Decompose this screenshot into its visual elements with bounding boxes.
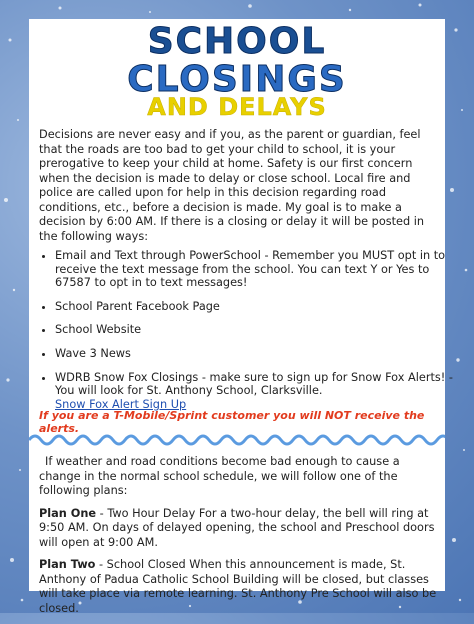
list-item: • Email and Text through PowerSchool - Remember you MUST opt in to receive the text message from the school. You can text Y or Yes to 67587 to opt in to text messages! [55, 249, 455, 290]
intro-paragraph: Decisions are never easy and if you, as the parent or guardian, feel that the roads are too bad to get your child to school, it is your prerogative to keep your child at home. Safety is our first concern when the decision is made to delay or close school. Local fire and police are called upon for help in this decision regarding road conditions, etc., before a decision is made. My goal is to make a decision by 6:00 AM. If there is a closing or delay it will be posted in the following ways: [39, 128, 425, 243]
list-item: • WDRB Snow Fox Closings - make sure to sign up for Snow Fox Alerts! -You will look for St. Anthony School, Clarksville. Snow Fox Alert Sign Up [55, 371, 455, 412]
page-subtitle: AND DELAYS [147, 93, 327, 121]
list-item: • School Website [55, 323, 455, 337]
plan-two-label: Plan Two [39, 558, 96, 571]
snow-fox-signup-link[interactable]: Snow Fox Alert Sign Up [55, 397, 187, 411]
notification-methods-list [35, 249, 455, 421]
wave-divider [29, 431, 445, 449]
plan-two-text: - School Closed When this announcement is made, St. Anthony of Padua Catholic School Building will be closed, but classes will take place via remote learning. St. Anthony Pre School will also be closed. [39, 558, 437, 615]
plan-one-label: Plan One [39, 506, 97, 520]
plans-section [39, 455, 437, 624]
plan-two [39, 558, 437, 616]
plan-one [39, 507, 437, 551]
page-title [29, 23, 445, 99]
list-item: • Wave 3 News [55, 347, 455, 361]
list-item: • School Parent Facebook Page [55, 300, 455, 314]
title-line-closings: CLOSINGS [127, 59, 347, 100]
title-line-school: SCHOOL [147, 21, 327, 62]
notice-card [29, 19, 453, 615]
plans-intro: If weather and road conditions become bad enough to cause a change in the normal school schedule, we will follow one of the following plans: [39, 455, 400, 497]
plan-one-text: - Two Hour Delay For a two-hour delay, the bell will ring at 9:50 AM. On days of delayed opening, the school and Preschool doors will open at 9:00 AM. [39, 506, 435, 549]
carrier-alert-warning: If you are a T-Mobile/Sprint customer you will NOT receive the alerts. [39, 409, 425, 435]
